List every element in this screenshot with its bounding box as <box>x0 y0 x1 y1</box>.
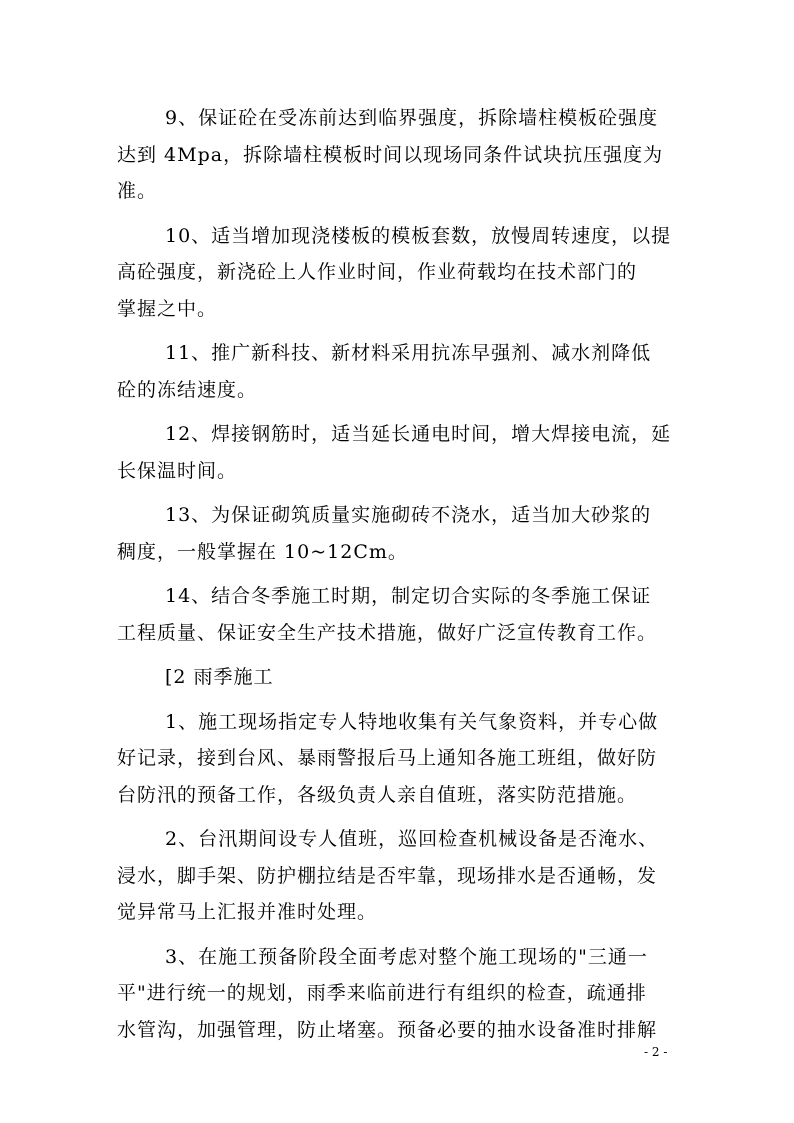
text-line: 准。 <box>117 180 158 202</box>
text-line: 13、为保证砌筑质量实施砌砖不浇水，适当加大砂浆的 <box>165 504 652 526</box>
page-number: - 2 - <box>644 1045 668 1059</box>
paragraph-item-14 <box>117 578 687 651</box>
paragraph-rain-2 <box>117 821 687 931</box>
section-heading: [2 雨季施工 <box>165 666 274 688</box>
paragraph-item-13 <box>117 497 687 570</box>
text-line: 好记录，接到台风、暴雨警报后马上通知各施工班组，做好防 <box>117 747 658 769</box>
text-line: 砼的冻结速度。 <box>117 378 258 401</box>
text-line: 达到 4Mpa，拆除墙柱模板时间以现场同条件试块抗压强度为 <box>117 143 664 166</box>
paragraph-item-9 <box>117 100 687 210</box>
paragraph-rain-3 <box>117 939 687 1049</box>
text-line: 浸水，脚手架、防护棚拉结是否牢靠，现场排水是否通畅，发 <box>117 864 658 887</box>
text-line: 觉异常马上汇报并准时处理。 <box>117 901 378 923</box>
paragraph-item-12 <box>117 416 687 489</box>
paragraph-item-10 <box>117 218 687 328</box>
text-line: 3、在施工预备阶段全面考虑对整个施工现场的"三通一 <box>165 945 648 968</box>
paragraph-item-11 <box>117 335 687 408</box>
text-line: 工程质量、保证安全生产技术措施，做好广泛宣传教育工作。 <box>117 621 658 644</box>
text-line: 12、焊接钢筋时，适当延长通电时间，增大焊接电流，延 <box>165 423 672 445</box>
text-line: 平"进行统一的规划，雨季来临前进行有组织的检查，疏通排 <box>117 982 647 1004</box>
text-line: 1、施工现场指定专人特地收集有关气象资料，并专心做 <box>165 710 659 733</box>
text-line: 长保温时间。 <box>117 459 238 482</box>
text-line: 14、结合冬季施工时期，制定切合实际的冬季施工保证 <box>165 585 652 607</box>
text-line: 11、推广新科技、新材料采用抗冻早强剂、减水剂降低 <box>165 342 652 364</box>
text-line: 高砼强度，新浇砼上人作业时间，作业荷载均在技术部门的 <box>117 261 638 283</box>
text-line: 稠度，一般掌握在 10~12Cm。 <box>117 540 408 563</box>
text-line: 水管沟，加强管理，防止堵塞。预备必要的抽水设备准时排解 <box>117 1018 658 1041</box>
paragraph-rain-1 <box>117 704 687 814</box>
document-body <box>117 100 687 1056</box>
text-line: 10、适当增加现浇楼板的模板套数，放慢周转速度，以提 <box>165 224 672 247</box>
text-line: 9、保证砼在受冻前达到临界强度，拆除墙柱模板砼强度 <box>165 107 659 129</box>
text-line: 台防汛的预备工作，各级负责人亲自值班，落实防范措施。 <box>117 783 638 806</box>
text-line: 2、台汛期间设专人值班，巡回检查机械设备是否淹水、 <box>165 828 659 850</box>
text-line: 掌握之中。 <box>117 297 218 320</box>
